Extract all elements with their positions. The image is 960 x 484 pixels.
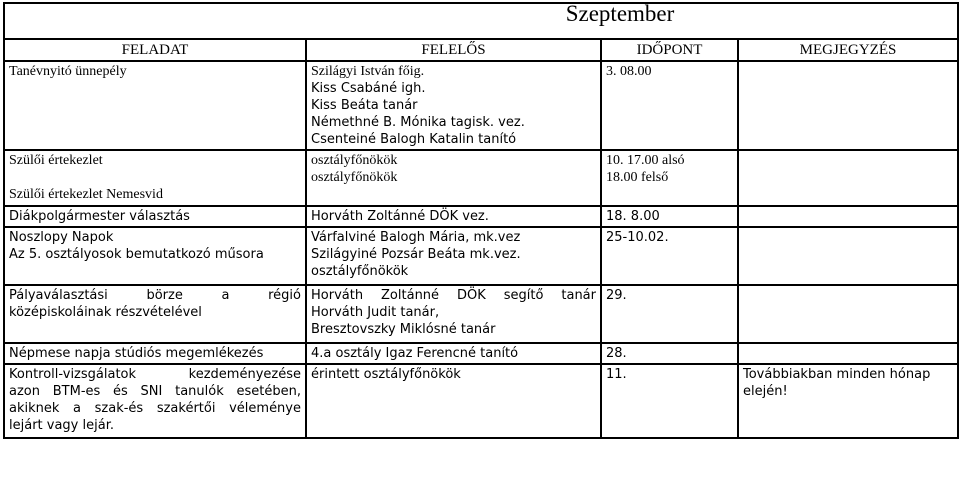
task-line: Népmese napja stúdiós megemlékezés xyxy=(9,346,264,361)
time-line: 11. xyxy=(606,367,627,382)
responsible-line: Kiss Beáta tanár xyxy=(311,98,418,113)
task-line: Noszlopy Napok xyxy=(9,230,114,245)
responsible-line: Szilágyi István főig. xyxy=(311,64,425,79)
title-row xyxy=(4,3,958,39)
time-line: 18.00 felső xyxy=(606,170,669,185)
responsible-line: 4.a osztály Igaz Ferencné tanító xyxy=(311,346,519,361)
table-row xyxy=(4,150,958,206)
time-cell xyxy=(601,61,738,150)
responsible-line: osztályfőnökök xyxy=(311,264,409,279)
task-line: Diákpolgármester választás xyxy=(9,209,190,224)
responsible-cell xyxy=(306,343,601,364)
task-line: Tanévnyitó ünnepély xyxy=(9,64,127,79)
responsible-line: Némethné B. Mónika tagisk. vez. xyxy=(311,115,525,130)
header-row xyxy=(4,39,958,61)
responsible-cell xyxy=(306,285,601,343)
responsible-line: Szilágyiné Pozsár Beáta mk.vez. xyxy=(311,247,521,262)
task-line: akiknek a szak-és szakértői véleménye xyxy=(9,401,301,416)
month-title xyxy=(4,3,958,39)
note-cell xyxy=(738,343,958,364)
responsible-cell xyxy=(306,227,601,285)
month-title-text: Szeptember xyxy=(565,1,675,26)
task-cell xyxy=(4,364,306,438)
time-line: 3. 08.00 xyxy=(606,64,652,79)
task-line: Pályaválasztási börze a régió xyxy=(9,288,301,303)
task-cell xyxy=(4,206,306,227)
time-cell xyxy=(601,227,738,285)
time-line: 29. xyxy=(606,288,627,303)
note-cell xyxy=(738,150,958,206)
responsible-line: Horváth Zoltánné DÖK vez. xyxy=(311,209,489,224)
responsible-line: Horváth Judit tanár, xyxy=(311,305,440,320)
responsible-line: Horváth Zoltánné DÖK segítő tanár xyxy=(311,288,596,303)
time-line: 28. xyxy=(606,346,627,361)
note-cell xyxy=(738,227,958,285)
header-time: IDŐPONT xyxy=(601,39,738,61)
responsible-line: Csenteiné Balogh Katalin tanító xyxy=(311,132,517,147)
note-cell xyxy=(738,61,958,150)
responsible-line: osztályfőnökök xyxy=(311,170,398,185)
responsible-line: Várfalviné Balogh Mária, mk.vez xyxy=(311,230,521,245)
responsible-line: érintett osztályfőnökök xyxy=(311,367,461,382)
task-cell xyxy=(4,285,306,343)
responsible-line: Bresztovszky Miklósné tanár xyxy=(311,322,496,337)
time-cell xyxy=(601,285,738,343)
responsible-cell xyxy=(306,150,601,206)
table-row xyxy=(4,227,958,285)
responsible-cell xyxy=(306,61,601,150)
task-line: Szülői értekezlet Nemesvid xyxy=(9,187,163,202)
table-row xyxy=(4,343,958,364)
task-line: lejárt vagy lejár. xyxy=(9,418,114,433)
note-cell xyxy=(738,285,958,343)
time-cell xyxy=(601,364,738,438)
task-line: Szülői értekezlet xyxy=(9,153,103,168)
task-cell xyxy=(4,61,306,150)
task-line: Kontroll-vizsgálatok kezdeményezése xyxy=(9,367,301,382)
time-cell xyxy=(601,206,738,227)
responsible-cell xyxy=(306,364,601,438)
time-cell xyxy=(601,150,738,206)
note-line: elején! xyxy=(743,384,788,399)
time-cell xyxy=(601,343,738,364)
responsible-line: Kiss Csabáné igh. xyxy=(311,81,426,96)
table-row xyxy=(4,285,958,343)
task-cell xyxy=(4,343,306,364)
task-line: középiskoláinak részvételével xyxy=(9,305,202,320)
time-line: 18. 8.00 xyxy=(606,209,660,224)
time-line: 10. 17.00 alsó xyxy=(606,153,685,168)
task-cell xyxy=(4,150,306,206)
spacer xyxy=(9,169,301,186)
note-line: Továbbiakban minden hónap xyxy=(743,367,931,382)
responsible-cell xyxy=(306,206,601,227)
note-cell xyxy=(738,364,958,438)
header-task: FELADAT xyxy=(4,39,306,61)
task-cell xyxy=(4,227,306,285)
table-row xyxy=(4,61,958,150)
note-cell xyxy=(738,206,958,227)
header-responsible: FELELŐS xyxy=(306,39,601,61)
table-row xyxy=(4,364,958,438)
table-row xyxy=(4,206,958,227)
responsible-line: osztályfőnökök xyxy=(311,153,398,168)
time-line: 25-10.02. xyxy=(606,230,669,245)
task-line: azon BTM-es és SNI tanulók esetében, xyxy=(9,384,301,399)
header-note: MEGJEGYZÉS xyxy=(738,39,958,61)
schedule-table xyxy=(3,2,959,439)
task-line: Az 5. osztályosok bemutatkozó műsora xyxy=(9,247,264,262)
